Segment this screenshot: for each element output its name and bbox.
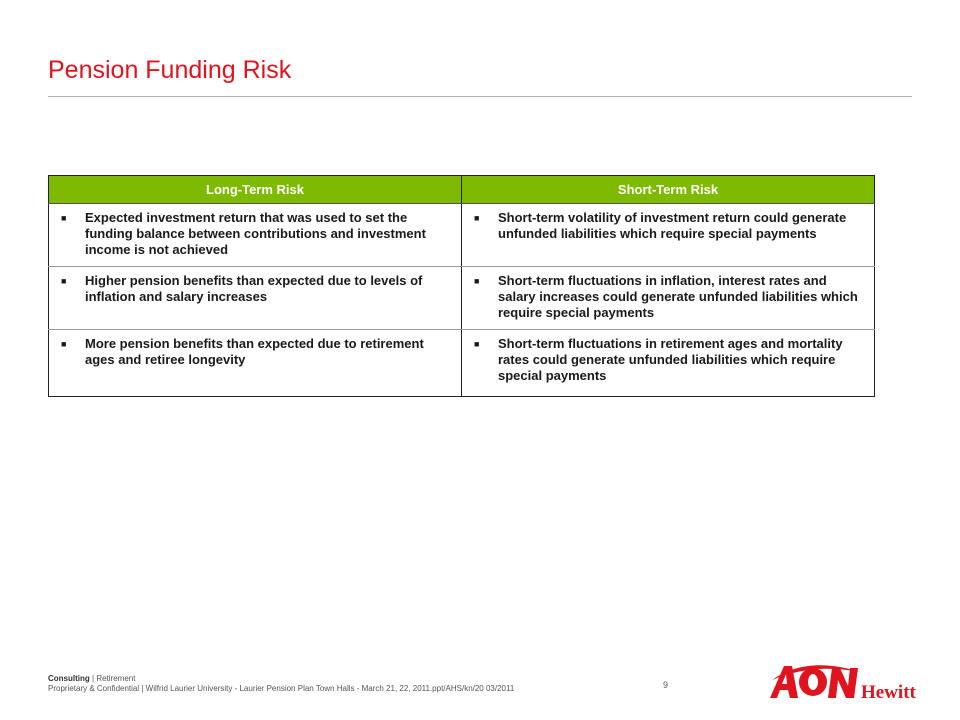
footer-department bbox=[48, 674, 135, 683]
table-row bbox=[49, 267, 875, 330]
logo-text-hewitt: Hewitt bbox=[861, 682, 916, 700]
footer-separator: | bbox=[92, 674, 95, 683]
square-bullet-icon: ■ bbox=[474, 339, 480, 349]
footer-subdepartment: Retirement bbox=[96, 674, 136, 683]
square-bullet-icon: ■ bbox=[61, 339, 67, 349]
aon-hewitt-logo bbox=[768, 660, 916, 700]
table-cell bbox=[49, 204, 462, 267]
footer-department-name: Consulting bbox=[48, 674, 90, 683]
page-number: 9 bbox=[663, 680, 669, 690]
cell-text: Short-term fluctuations in inflation, interest rates and salary increases could generate unfunded liabilities which require special payments bbox=[498, 273, 858, 320]
table-row bbox=[49, 204, 875, 267]
column-header-short-term: Short-Term Risk bbox=[462, 176, 875, 204]
square-bullet-icon: ■ bbox=[61, 276, 67, 286]
table-cell bbox=[49, 267, 462, 330]
title-divider bbox=[48, 96, 912, 97]
table-cell bbox=[49, 330, 462, 397]
square-bullet-icon: ■ bbox=[61, 213, 67, 223]
table-header-row bbox=[49, 176, 875, 204]
risk-table bbox=[48, 175, 875, 397]
table-cell bbox=[462, 267, 875, 330]
square-bullet-icon: ■ bbox=[474, 276, 480, 286]
footer-confidential: Proprietary & Confidential | Wilfrid Laurier University - Laurier Pension Plan Town Halls - March 21, 22, 2011.ppt/AHS/kn/20 03/2011 bbox=[48, 684, 515, 693]
cell-text: Short-term volatility of investment return could generate unfunded liabilities which require special payments bbox=[498, 210, 847, 241]
cell-text: Expected investment return that was used to set the funding balance between contributions and investment income is not achieved bbox=[85, 210, 426, 257]
table-cell bbox=[462, 204, 875, 267]
slide-title: Pension Funding Risk bbox=[48, 56, 292, 84]
table-row bbox=[49, 330, 875, 397]
column-header-long-term: Long-Term Risk bbox=[49, 176, 462, 204]
cell-text: Short-term fluctuations in retirement ages and mortality rates could generate unfunded liabilities which require special payments bbox=[498, 336, 843, 383]
table-cell bbox=[462, 330, 875, 397]
square-bullet-icon: ■ bbox=[474, 213, 480, 223]
cell-text: More pension benefits than expected due to retirement ages and retiree longevity bbox=[85, 336, 424, 367]
cell-text: Higher pension benefits than expected due to levels of inflation and salary increases bbox=[85, 273, 423, 304]
